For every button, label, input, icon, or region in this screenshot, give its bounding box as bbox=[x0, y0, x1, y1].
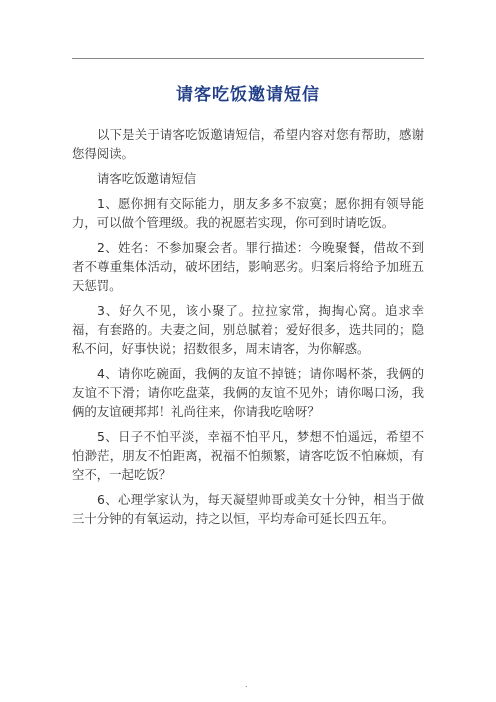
document-body bbox=[72, 125, 424, 534]
page-marker: . bbox=[245, 680, 248, 689]
message-item-1: 1、愿你拥有交际能力，朋友多多不寂寞；愿你拥有领导能力，可以做个管理级。我的祝愿若实现，你可到时请吃饭。 bbox=[72, 196, 424, 230]
message-item-2: 2、姓名：不参加聚会者。罪行描述：今晚聚餐，借故不到者不尊重集体活动，破坏团结，影响恶劣。归案后将给予加班五天惩罚。 bbox=[72, 240, 424, 293]
message-item-6: 6、心理学家认为，每天凝望帅哥或美女十分钟，相当于做三十分钟的有氧运动，持之以恒，平均寿命可延长四五年。 bbox=[72, 492, 424, 526]
message-item-3: 3、好久不见，该小聚了。拉拉家常，掏掏心窝。追求幸福，有套路的。夫妻之间，别总腻着；爱好很多，选共同的；隐私不问，好事快说；招数很多，周末请客，为你解惑。 bbox=[72, 303, 424, 356]
header-divider bbox=[72, 58, 424, 59]
message-item-4: 4、请你吃碗面，我俩的友谊不掉链；请你喝杯茶，我俩的友谊不下滑；请你吃盘菜，我俩的友谊不见外；请你喝口汤，我俩的友谊硬邦邦！礼尚往来，你请我吃啥呀？ bbox=[72, 366, 424, 419]
message-item-5: 5、日子不怕平淡，幸福不怕平凡，梦想不怕遥远，希望不怕渺茫，朋友不怕距离，祝福不怕频繁，请客吃饭不怕麻烦，有空不，一起吃饭？ bbox=[72, 429, 424, 482]
document-title: 请客吃饭邀请短信 bbox=[176, 85, 320, 105]
intro-paragraph: 以下是关于请客吃饭邀请短信，希望内容对您有帮助，感谢您得阅读。 bbox=[72, 127, 424, 161]
section-heading: 请客吃饭邀请短信 bbox=[97, 171, 197, 186]
